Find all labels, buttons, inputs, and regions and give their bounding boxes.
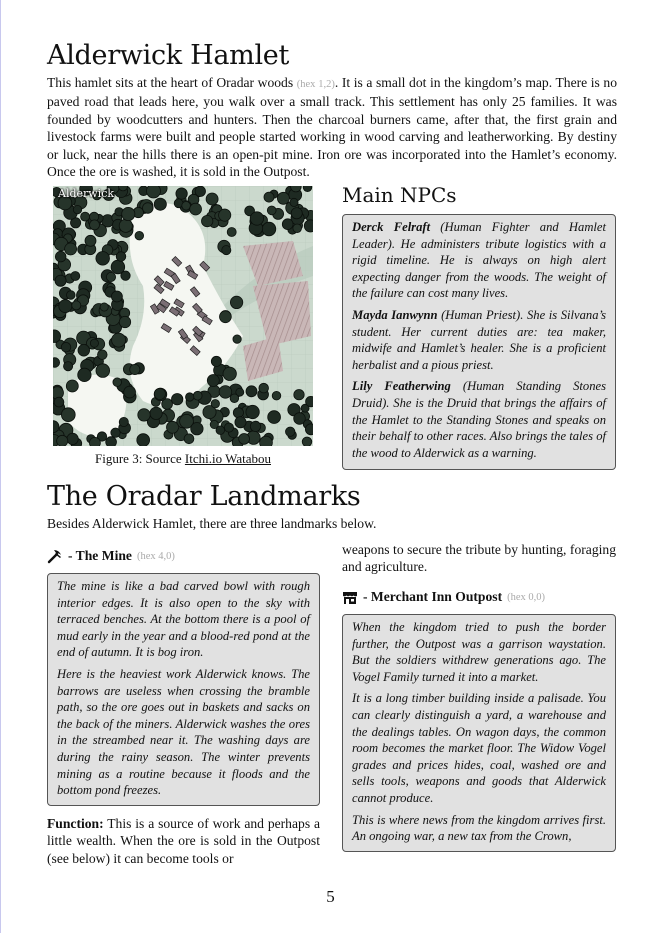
map-tree: [303, 186, 312, 192]
npc-box: [342, 214, 616, 470]
map-tree: [122, 207, 135, 220]
mine-function: [47, 815, 320, 867]
map-tree: [286, 427, 295, 436]
map-tree: [57, 435, 68, 446]
map-tree: [172, 394, 183, 405]
map-tree: [55, 251, 66, 262]
map-tree: [61, 408, 75, 422]
inn-heading: [342, 589, 545, 605]
map-tree: [176, 188, 187, 199]
inn-hex: (hex 0,0): [507, 591, 546, 603]
map-tree: [85, 235, 96, 246]
function-text: This is a source of work and perhaps a little wealth. When the ore is sold in the Outpost (see below) it can become tools or: [47, 816, 320, 866]
map-tree: [154, 198, 166, 210]
function-label: Function:: [47, 816, 104, 831]
map-tree: [294, 413, 306, 425]
map-tree: [193, 391, 202, 400]
mine-hex: (hex 4,0): [136, 550, 175, 562]
map-tree: [259, 383, 269, 393]
map-tree: [305, 424, 313, 435]
map-tree: [135, 231, 144, 240]
map-tree: [223, 367, 236, 380]
map-tree: [207, 375, 219, 387]
map-tree: [54, 397, 64, 407]
mine-title: - The Mine: [68, 548, 132, 563]
map-illustration: [53, 186, 313, 446]
npc-entry: [352, 307, 606, 373]
map-tree: [293, 224, 302, 233]
map-tree: [137, 434, 150, 446]
map-tree: [90, 339, 98, 347]
hamlet-map: [53, 186, 313, 446]
map-tree: [138, 409, 150, 421]
mine-heading: [47, 548, 175, 564]
map-tree: [100, 303, 108, 311]
map-tree: [224, 423, 233, 432]
map-tree: [250, 212, 263, 225]
map-tree: [227, 228, 236, 237]
map-tree: [124, 386, 136, 398]
map-tree: [106, 272, 115, 281]
map-tree: [210, 420, 218, 428]
map-tree: [202, 215, 213, 226]
npc-name: Lily Featherwing: [352, 379, 451, 394]
map-tree: [211, 400, 219, 408]
map-tree: [66, 380, 78, 392]
inn-paragraph: It is a long timber building inside a palisade. You can clearly distinguish a yard, a warehouse and the dealings tables. On wagon days, the common room becomes the market floor. The Widow Vogel grades and prices hides, coal, washed ore and sells tools, weapons and goods that Alderwick cannot produce.: [352, 691, 606, 805]
map-tree: [78, 345, 90, 357]
inn-paragraph: This is where news from the kingdom arrives first. An ongoing war, a new tax from the Crown,: [352, 812, 606, 844]
map-tree: [304, 220, 313, 232]
pickaxe-icon: [47, 548, 63, 564]
map-tree: [272, 391, 281, 400]
map-tree: [59, 300, 72, 313]
inn-box: [342, 614, 616, 852]
map-tree: [260, 436, 273, 446]
map-tree: [246, 405, 259, 418]
map-tree: [191, 423, 203, 435]
map-tree: [220, 311, 232, 323]
hex-reference: (hex 1,2): [296, 79, 335, 90]
npc-name: Derck Felraft: [352, 220, 431, 234]
map-tree: [53, 358, 60, 368]
map-tree: [167, 421, 179, 433]
mine-paragraph: The mine is like a bad carved bowl with rough interior edges. It is also open to the sky with terraced benches. At the bottom there is a pool of mud early in the year and a blood-red pond at the end of autumn. It is bog iron.: [57, 579, 310, 660]
map-tree: [246, 386, 257, 397]
map-tree: [116, 252, 126, 262]
map-tree: [182, 202, 191, 211]
map-tree: [98, 350, 108, 360]
map-tree: [239, 434, 250, 445]
map-tree: [67, 433, 78, 444]
mine-box: [47, 573, 320, 806]
intro-text-1: This hamlet sits at the heart of Oradar woods: [47, 75, 294, 90]
map-tree: [71, 272, 80, 281]
map-tree: [230, 296, 242, 308]
shop-icon: [342, 589, 358, 605]
npc-description: (Human Priest). She is Silvana’s student. Her current duties are: tea maker, midwife and Hamlet’s healer. She is a proficient herbalist and a pious priest.: [352, 307, 606, 372]
map-tree: [72, 301, 81, 310]
map-tree: [235, 417, 246, 428]
intro-text-2: . It is a small dot in the kingdom’s map. There is no paved road that leads here, you walk over a small track. This settlement has only 25 families. It was founded by woodcutters and hunters. Then the charcoal burners came, after that, the first grain and livestock farms were built and people started working in wood carving and leatherworking. By destiny or luck, near the hills there is an open-pit mine. Iron ore was incorporated into the Hamlet’s economy. Once the ore is washed, it is sold in the Outpost.: [47, 75, 617, 180]
intro-paragraph: [47, 74, 617, 180]
mine-paragraph: Here is the heaviest work Alderwick knows. The barrows are useless when crossing the bramble path, so the ore goes out in baskets and sacks on the back of the miners. Alderwick washes the ores in the streambed near it. The washing days are during the rainy season. The winter prevents mining as a routine because it floods and the bottom pond freezes.: [57, 666, 310, 798]
map-tree: [96, 252, 110, 266]
map-tree: [302, 437, 312, 446]
map-tree: [233, 335, 241, 343]
map-tree: [195, 186, 205, 196]
map-tree: [67, 291, 76, 300]
map-tree: [186, 393, 194, 401]
map-tree: [190, 203, 202, 215]
map-tree: [154, 388, 165, 399]
figure-caption: [53, 451, 313, 467]
map-tree: [65, 243, 77, 255]
page-number: 5: [326, 887, 335, 906]
map-tree: [219, 209, 231, 221]
map-tree: [61, 342, 71, 352]
map-tree: [222, 246, 231, 255]
map-tree: [290, 198, 298, 206]
map-tree: [81, 212, 90, 221]
map-tree: [184, 434, 194, 444]
map-tree: [262, 222, 276, 236]
map-tree: [89, 437, 100, 446]
map-tree: [78, 368, 91, 381]
map-tree: [55, 275, 66, 286]
npc-entry: [352, 378, 606, 461]
map-tree: [267, 206, 276, 215]
map-tree: [111, 260, 125, 274]
npc-description: (Human Fighter and Hamlet Leader). He administers tribute logistics with a rigid timeline. He is always on high alert expecting danger from the woods. The weight of the failure can cost many lives.: [352, 220, 606, 301]
map-tree: [150, 407, 162, 419]
map-tree: [291, 208, 302, 219]
map-tree: [106, 437, 117, 446]
map-tree: [264, 192, 274, 202]
map-tree: [90, 220, 100, 230]
map-tree: [143, 203, 154, 214]
map-tree: [268, 411, 281, 424]
caption-prefix: Figure 3: Source: [95, 451, 185, 466]
landmarks-heading: The Oradar Landmarks: [47, 481, 361, 512]
map-tree: [211, 356, 221, 366]
map-tree: [206, 193, 218, 205]
map-tree: [119, 417, 128, 426]
map-tree: [306, 396, 313, 406]
map-tree: [119, 219, 132, 232]
page-title: Alderwick Hamlet: [47, 40, 290, 71]
npc-name: Mayda Ianwynn: [352, 307, 438, 322]
map-tree: [113, 378, 122, 387]
map-tree: [130, 364, 140, 374]
npcs-heading: Main NPCs: [342, 183, 457, 207]
map-tree: [233, 408, 243, 418]
map-tree: [230, 394, 239, 403]
map-tree: [219, 386, 232, 399]
map-tree: [282, 219, 293, 230]
map-tree: [111, 291, 122, 302]
map-tree: [250, 421, 260, 431]
map-label: Alderwick: [58, 187, 115, 200]
inn-paragraph: When the kingdom tried to push the border further, the Outpost was a garrison waystation. But the soldiers withdrew generations ago. The Vogel Family turned it into a market.: [352, 620, 606, 684]
npc-entry: [352, 219, 606, 302]
map-tree: [277, 192, 289, 204]
npc-description: (Human Standing Stones Druid). She is the Druid that brings the affairs of the Hamlet to the Standing Stones and speaks on their behalf to other races. Also brings the tales of the wood to Alderwick as a warning.: [352, 379, 606, 460]
map-tree: [96, 364, 110, 378]
map-tree: [64, 362, 73, 371]
inn-title: - Merchant Inn Outpost: [363, 589, 503, 604]
map-tree: [119, 316, 130, 327]
source-link[interactable]: Itchi.io Watabou: [184, 451, 271, 466]
map-tree: [147, 186, 161, 198]
map-tree: [294, 390, 304, 400]
landmarks-subtitle: Besides Alderwick Hamlet, there are three landmarks below.: [47, 516, 377, 531]
map-tree: [73, 205, 81, 213]
map-tree: [112, 333, 126, 347]
function-continuation: weapons to secure the tribute by hunting, foraging and agriculture.: [342, 542, 616, 575]
